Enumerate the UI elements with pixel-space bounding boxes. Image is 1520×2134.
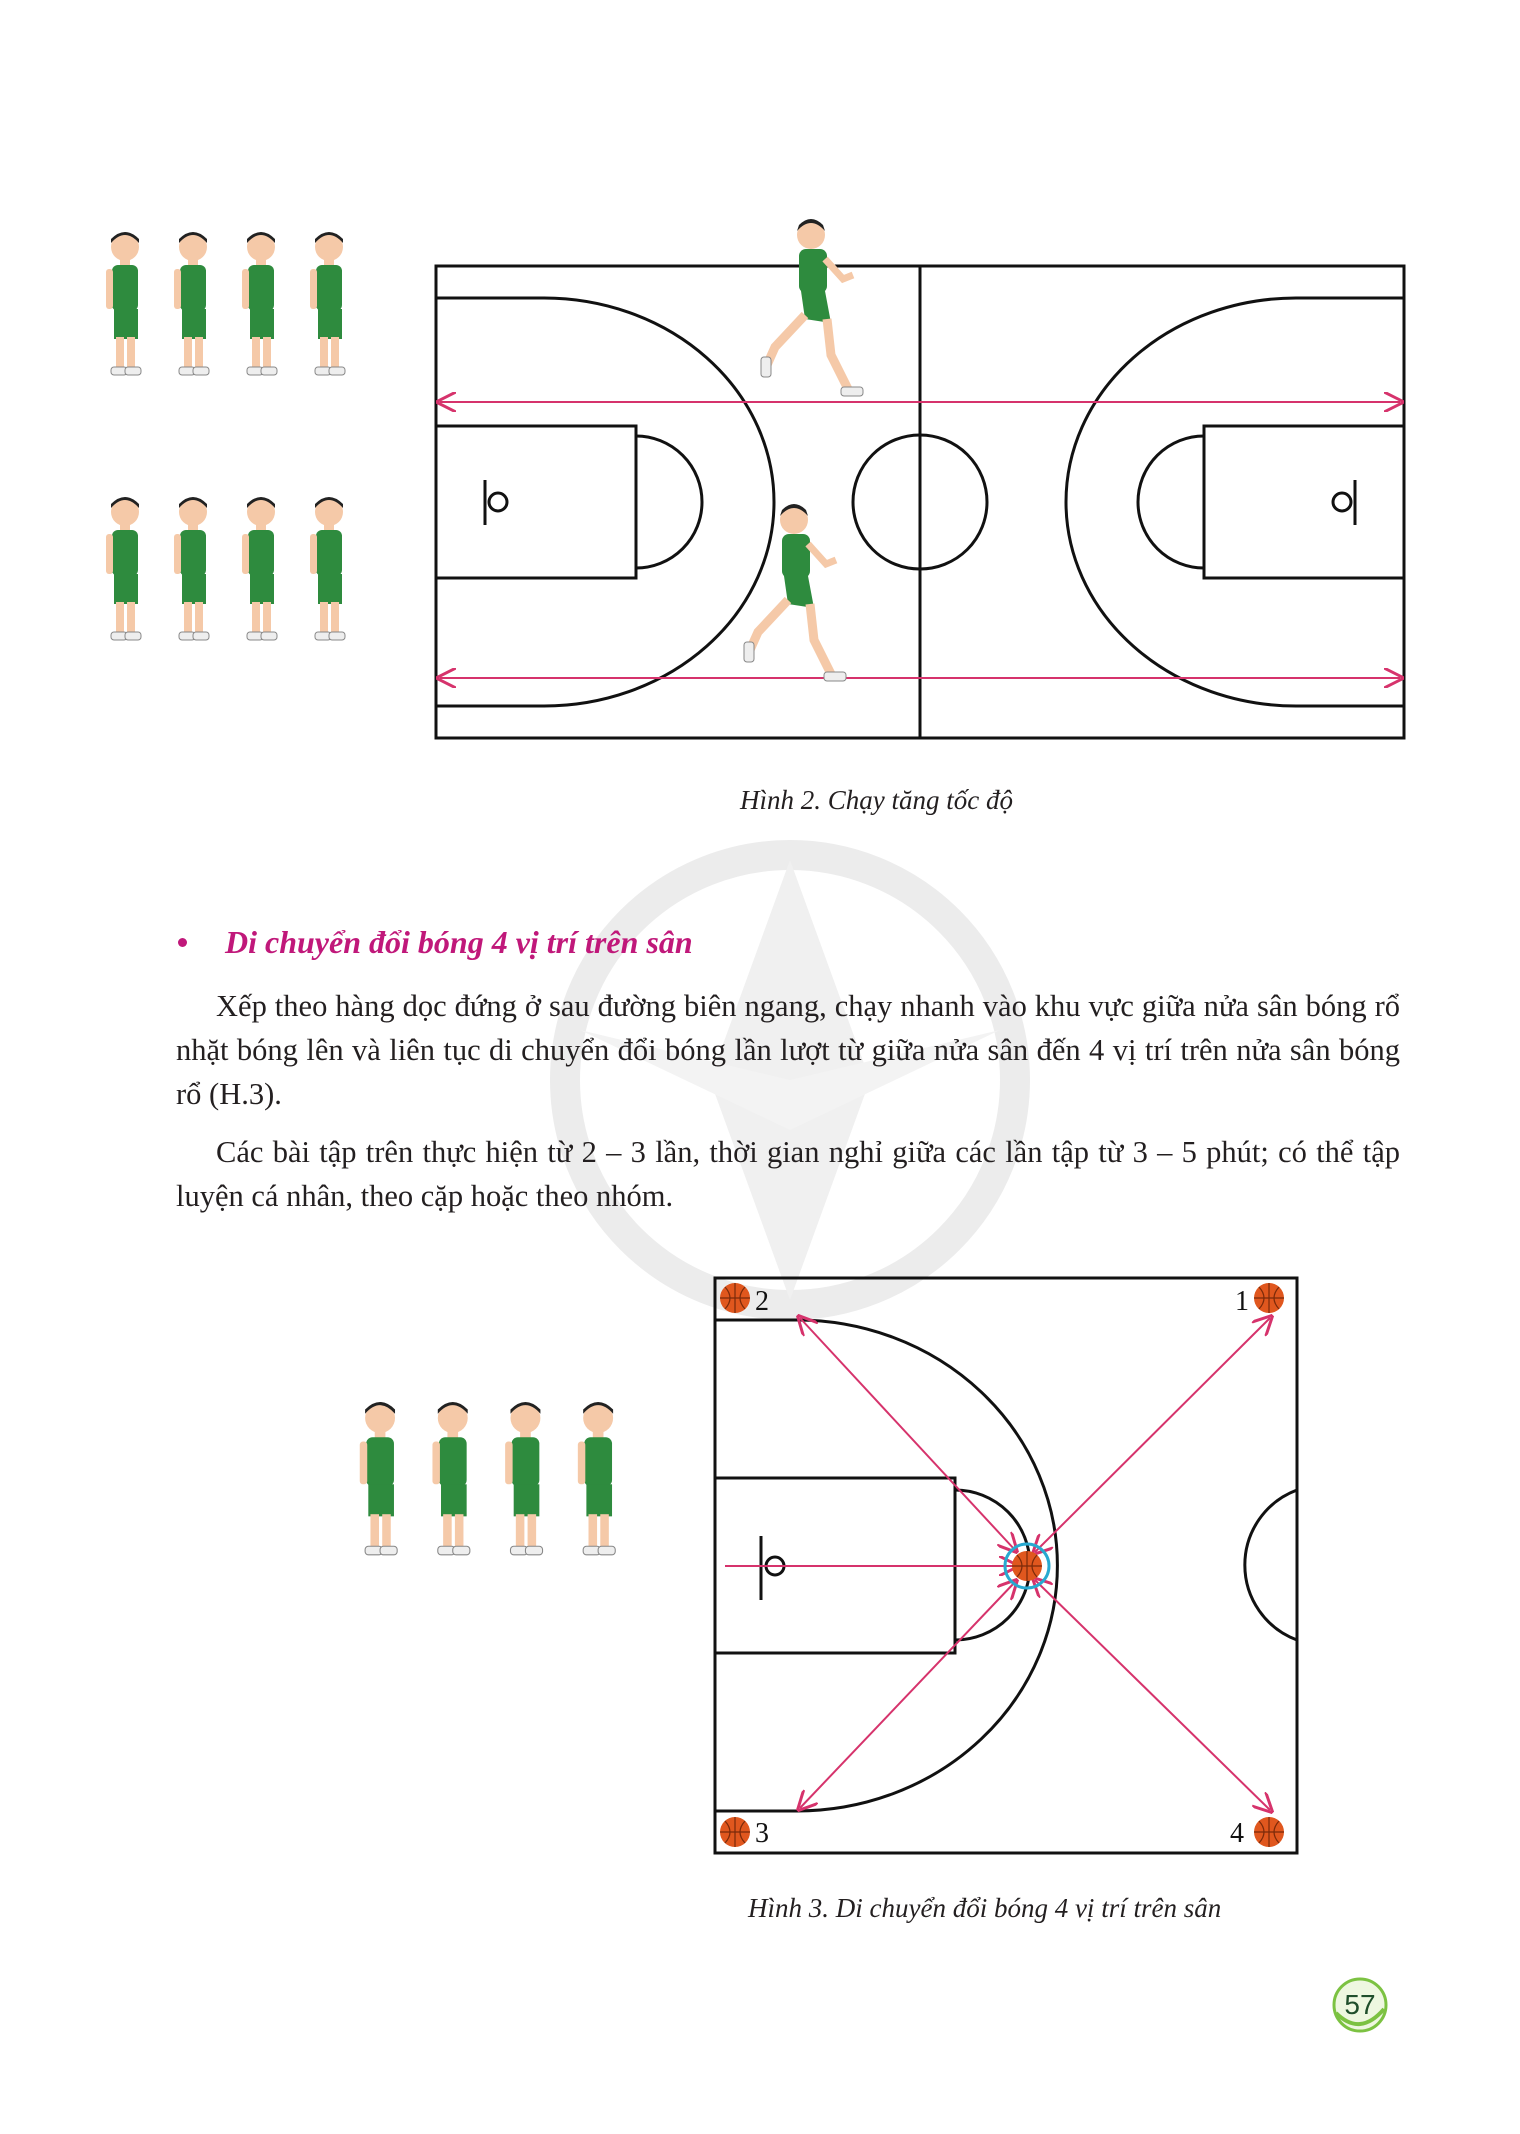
arrow-to-position-1 bbox=[1035, 1318, 1270, 1552]
paragraph-1: Xếp theo hàng dọc đứng ở sau đường biên ngang, chạy nhanh vào khu vực giữa nửa sân bóng rổ nhặt bóng lên và liên tục di chuyển đổi bóng lần lượt từ giữa nửa sân đến 4 vị trí trên nửa sân bóng rổ (H.3). bbox=[176, 989, 1400, 1111]
page-number-badge bbox=[1330, 1975, 1390, 2035]
student-group-bottom bbox=[348, 1360, 658, 1600]
position-label-4: 4 bbox=[1230, 1818, 1244, 1849]
page-number: 57 bbox=[1344, 1989, 1376, 2020]
figure2-caption: Hình 2. Chạy tăng tốc độ bbox=[740, 785, 1013, 815]
position-label-2: 2 bbox=[755, 1286, 769, 1317]
standing-student-icon bbox=[310, 232, 345, 375]
basketball-icon bbox=[1254, 1817, 1284, 1847]
full-court-diagram bbox=[430, 210, 1410, 750]
standing-student-icon bbox=[505, 1402, 542, 1555]
standing-student-icon bbox=[242, 497, 277, 640]
standing-student-icon bbox=[106, 497, 141, 640]
student-group-top bbox=[95, 225, 385, 695]
position-label-1: 1 bbox=[1235, 1286, 1249, 1317]
standing-student-icon bbox=[174, 232, 209, 375]
running-student-icon bbox=[744, 504, 846, 681]
basketball-icon bbox=[720, 1817, 750, 1847]
arrow-to-position-3 bbox=[800, 1582, 1015, 1808]
running-student-icon bbox=[761, 219, 863, 396]
arrow-to-position-4 bbox=[1035, 1580, 1270, 1810]
basketball-icon bbox=[1254, 1283, 1284, 1313]
paragraph-2: Các bài tập trên thực hiện từ 2 – 3 lần, thời gian nghỉ giữa các lần tập từ 3 – 5 phút; có thể tập luyện cá nhân, theo cặp hoặc theo nhóm. bbox=[176, 1135, 1400, 1213]
figure3-caption: Hình 3. Di chuyển đổi bóng 4 vị trí trên sân bbox=[748, 1893, 1222, 1923]
standing-student-icon bbox=[310, 497, 345, 640]
basketball-icon bbox=[1012, 1551, 1042, 1581]
half-court-diagram bbox=[705, 1270, 1305, 1860]
standing-student-icon bbox=[432, 1402, 469, 1555]
position-label-3: 3 bbox=[755, 1818, 769, 1849]
bullet-icon bbox=[178, 938, 187, 947]
standing-student-icon bbox=[106, 232, 141, 375]
standing-student-icon bbox=[360, 1402, 397, 1555]
basketball-icon bbox=[720, 1283, 750, 1313]
standing-student-icon bbox=[174, 497, 209, 640]
standing-student-icon bbox=[578, 1402, 615, 1555]
arrow-to-position-2 bbox=[800, 1318, 1015, 1550]
standing-student-icon bbox=[242, 232, 277, 375]
section-heading: Di chuyển đổi bóng 4 vị trí trên sân bbox=[225, 924, 693, 960]
